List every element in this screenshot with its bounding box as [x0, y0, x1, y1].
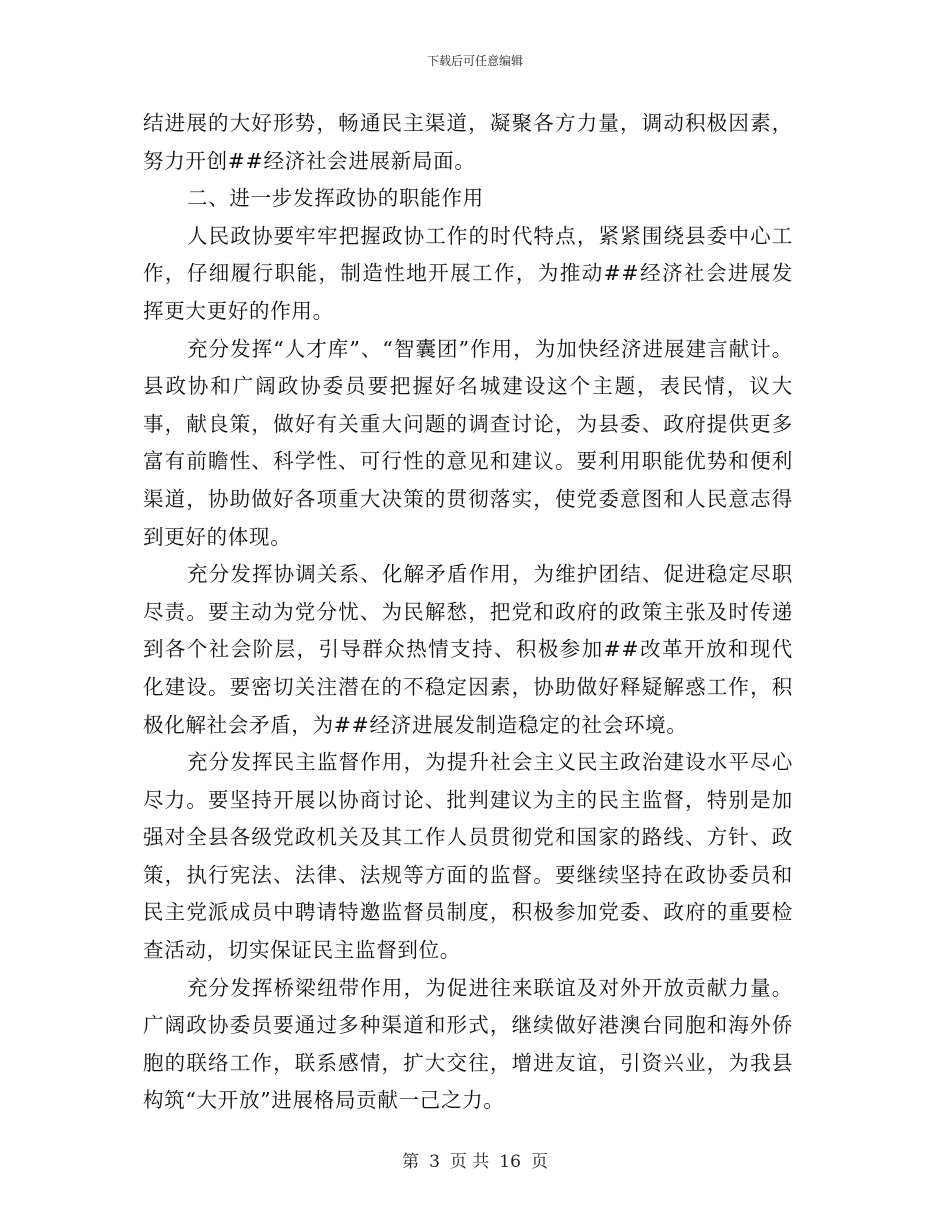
footer-prefix: 第 [402, 1152, 420, 1172]
paragraph-continuation: 结进展的大好形势，畅通民主渠道，凝聚各方力量，调动积极因素，努力开创##经济社会进展新局面。 [143, 111, 793, 173]
document-body [143, 105, 793, 1120]
page-footer [0, 1151, 950, 1173]
paragraph-supervision: 充分发挥民主监督作用，为提升社会主义民主政治建设水平尽心尽力。要坚持开展以协商讨论、批判建议为主的民主监督，特别是加强对全县各级党政机关及其工作人员贯彻党和国家的路线、方针、政策，执行宪法、法律、法规等方面的监督。要继续坚持在政协委员和民主党派成员中聘请特邀监督员制度，积极参加党委、政府的重要检查活动，切实保证民主监督到位。 [143, 750, 793, 963]
page-number: 3 [429, 1152, 440, 1172]
paragraph-bridge: 充分发挥桥梁纽带作用，为促进往来联谊及对外开放贡献力量。广阔政协委员要通过多种渠道和形式，继续做好港澳台同胞和海外侨胞的联络工作，联系感情，扩大交往，增进友谊，引资兴业，为我县构筑“大开放”进展格局贡献一己之力。 [143, 975, 793, 1113]
paragraph-think-tank: 充分发挥“人才库”、“智囊团”作用，为加快经济进展建言献计。县政协和广阔政协委员要把握好名城建设这个主题，表民情，议大事，献良策，做好有关重大问题的调查讨论，为县委、政府提供更多富有前瞻性、科学性、可行性的意见和建议。要利用职能优势和便利渠道，协助做好各项重大决策的贯彻落实，使党委意图和人民意志得到更好的体现。 [143, 336, 793, 549]
paragraph-coordination: 充分发挥协调关系、化解矛盾作用，为维护团结、促进稳定尽职尽责。要主动为党分忧、为民解愁，把党和政府的政策主张及时传递到各个社会阶层，引导群众热情支持、积极参加##改革开放和现代化建设。要密切关注潜在的不稳定因素，协助做好释疑解惑工作，积极化解社会矛盾，为##经济进展发制造稳定的社会环境。 [143, 562, 793, 737]
footer-suffix: 页 [530, 1152, 548, 1172]
section-heading: 二、进一步发挥政协的职能作用 [187, 186, 484, 211]
footer-middle: 页 共 [449, 1152, 490, 1172]
page-header: 下载后可任意编辑 [426, 54, 523, 68]
paragraph-intro: 人民政协要牢牢把握政协工作的时代特点，紧紧围绕县委中心工作，仔细履行职能，制造性地开展工作，为推动##经济社会进展发挥更大更好的作用。 [143, 223, 793, 323]
total-pages: 16 [499, 1152, 521, 1172]
